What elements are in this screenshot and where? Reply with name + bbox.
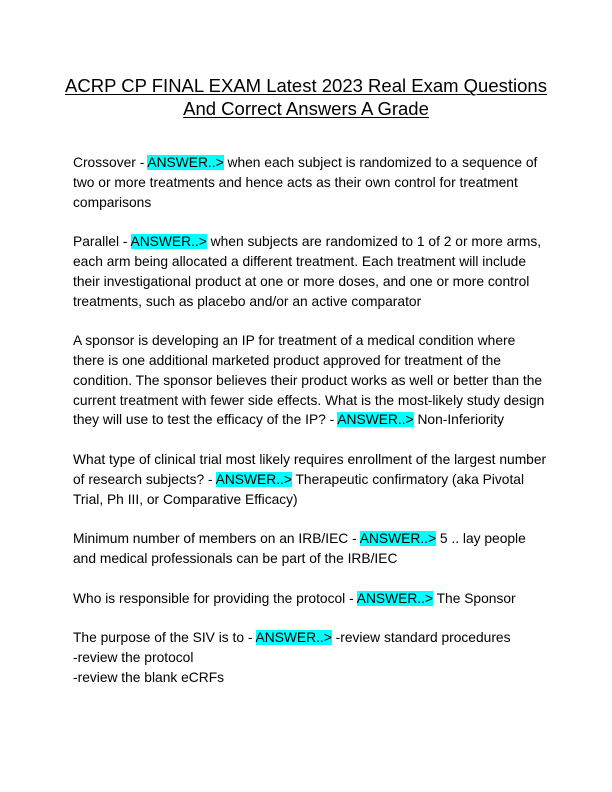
answer-text: when subjects are randomized to 1 of 2 or more arms, each arm being allocated a different treatment. Each treatment will include their investigational product at one or more doses, and one or more control treatments, such as placebo and/or an active comparator <box>73 234 542 309</box>
question-text: A sponsor is developing an IP for treatment of a medical condition where there is one additional marketed product approved for treatment of the condition. The sponsor believes their product works as well or better than the current treatment with fewer side effects. What is the most-likely study design they will use to test the efficacy of the IP? - <box>73 333 545 428</box>
answer-text: when each subject is randomized to a sequence of two or more treatments and hence acts as their own control for treatment comparisons <box>73 155 538 210</box>
answer-text: The Sponsor <box>433 590 516 606</box>
answer-extra-line: -review the blank eCRFs <box>73 669 225 685</box>
answer-marker: ANSWER..> <box>130 234 207 250</box>
qa-item-parallel <box>73 232 548 311</box>
answer-marker: ANSWER..> <box>255 630 332 646</box>
answer-marker: ANSWER..> <box>337 412 414 428</box>
question-text: Minimum number of members on an IRB/IEC - <box>73 531 360 547</box>
document-body <box>73 153 548 707</box>
answer-marker: ANSWER..> <box>356 590 434 606</box>
question-text: Parallel - <box>73 234 131 250</box>
question-text: Crossover - <box>73 155 148 170</box>
answer-text: -review standard procedures <box>331 630 511 646</box>
title-line-1: ACRP CP FINAL EXAM Latest 2023 Real Exam Questions <box>65 75 547 96</box>
qa-item-irb-members <box>73 529 548 569</box>
qa-item-siv-purpose <box>73 628 548 687</box>
document-title <box>60 74 552 120</box>
qa-item-largest-enrollment <box>73 450 548 509</box>
question-text: What type of clinical trial most likely requires enrollment of the largest number of research subjects? - <box>73 451 547 487</box>
qa-item-protocol <box>73 589 548 609</box>
answer-text: Therapeutic confirmatory (aka Pivotal Trial, Ph III, or Comparative Efficacy) <box>73 471 525 507</box>
title-line-2: And Correct Answers A Grade <box>183 98 429 119</box>
qa-item-study-design <box>73 331 548 430</box>
answer-marker: ANSWER..> <box>147 155 224 170</box>
qa-item-crossover <box>73 153 548 212</box>
answer-extra-line: -review the protocol <box>73 649 194 665</box>
answer-marker: ANSWER..> <box>215 471 292 487</box>
answer-marker: ANSWER..> <box>359 531 437 547</box>
question-text: Who is responsible for providing the protocol - <box>73 590 357 606</box>
answer-text: Non-Inferiority <box>413 412 505 428</box>
answer-text: 5 .. lay people and medical professionals can be part of the IRB/IEC <box>73 531 526 566</box>
question-text: The purpose of the SIV is to - <box>73 630 256 646</box>
